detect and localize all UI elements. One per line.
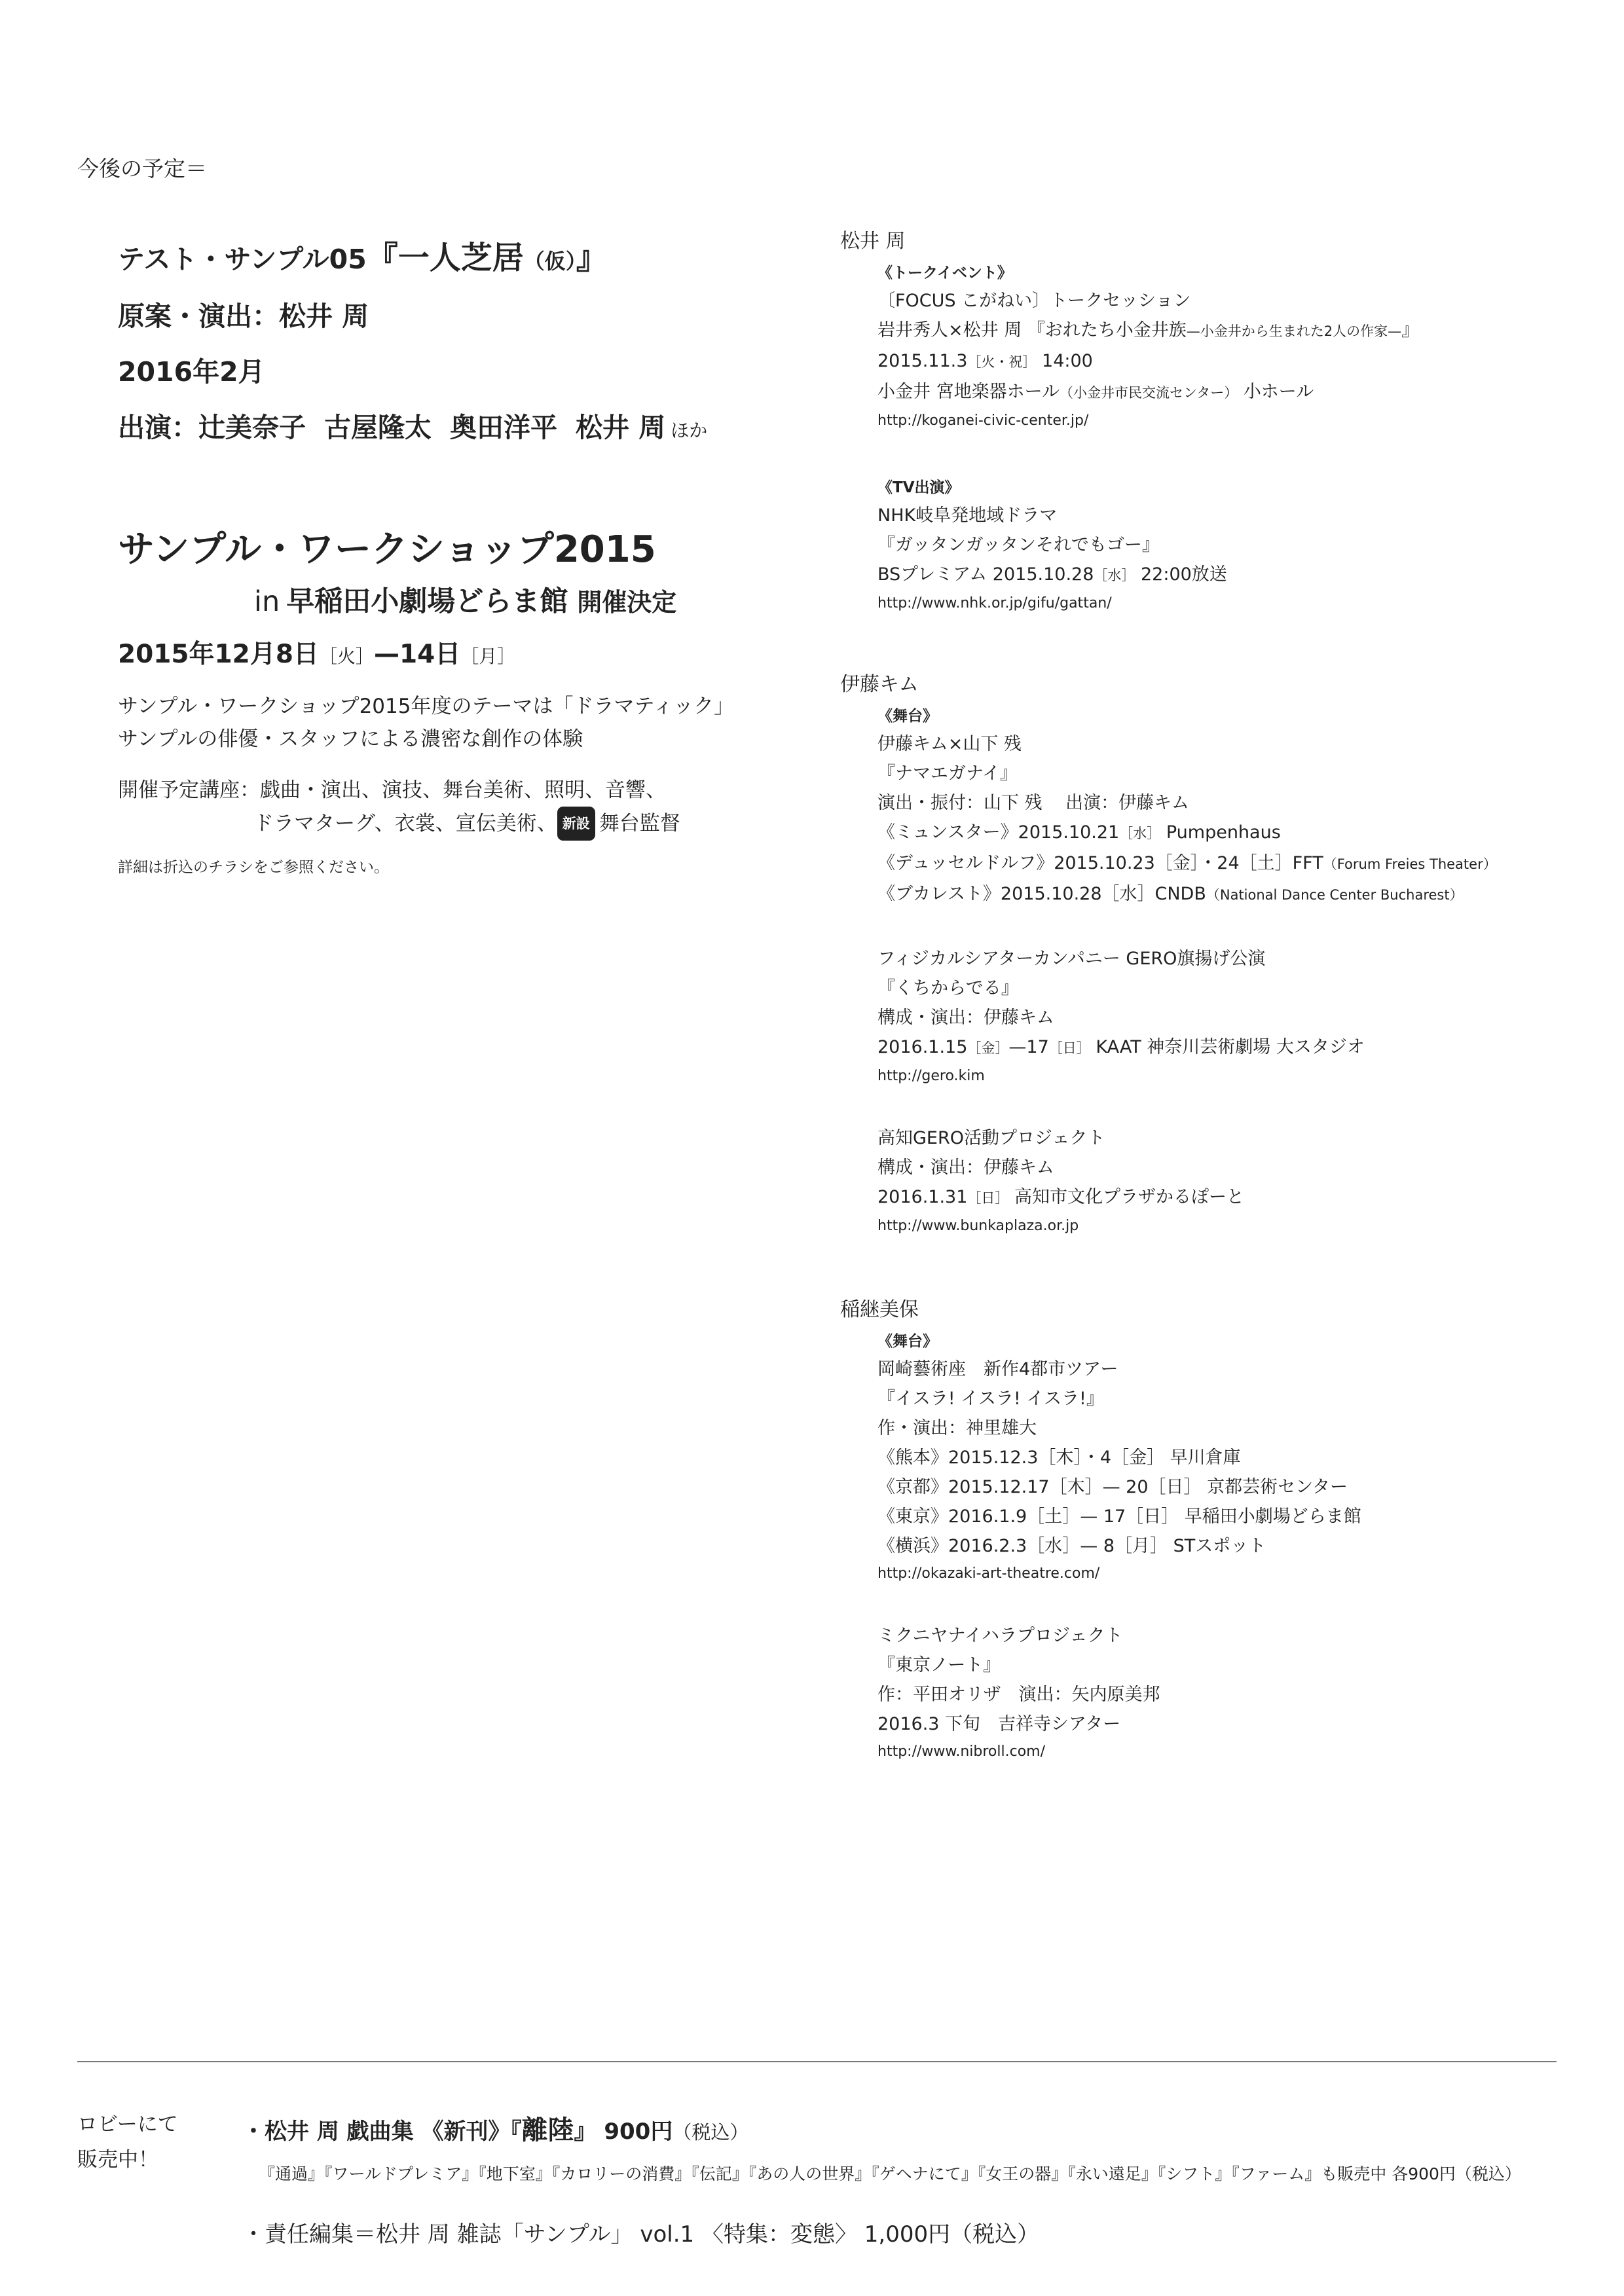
- category-label: 《舞台》: [877, 708, 938, 725]
- entry-line: 伊藤キム×山下 残: [877, 734, 1022, 754]
- section-matsui: [840, 225, 1419, 617]
- event-link[interactable]: http://koganei-civic-center.jp/: [877, 412, 1089, 429]
- entry-line: [877, 316, 1419, 346]
- entry-line: フィジカルシアターカンパニー GERO旗揚げ公演: [877, 949, 1266, 969]
- title-close: 』: [576, 240, 608, 276]
- text-part: 小金井 宮地楽器ホール: [877, 382, 1060, 402]
- category-label: 《舞台》: [877, 1333, 938, 1350]
- entry-line: 『イスラ! イスラ! イスラ!』: [877, 1389, 1104, 1409]
- event-link[interactable]: http://gero.kim: [877, 1068, 985, 1084]
- sale-items: [242, 2109, 1521, 2248]
- date-start: 2015年12月8日: [118, 640, 319, 669]
- text-part: 22:00放送: [1140, 564, 1227, 585]
- entry-line: 《京都》2015.12.17［木］— 20［日］ 京都芸術センター: [877, 1477, 1348, 1497]
- test-sample-credit: 原案・演出：松井 周: [118, 301, 369, 332]
- sale-item-others: 『通過』『ワールドプレミア』『地下室』『カロリーの消費』『伝記』『あの人の世界』『ゲヘナにて』『女王の器』『永い遠足』『シフト』『ファーム』も販売中 各900円（税込）: [259, 2164, 1521, 2183]
- entry-line: 《熊本》2015.12.3［木］・4［金］ 早川倉庫: [877, 1448, 1241, 1468]
- entry-line: [877, 1182, 1497, 1213]
- entry-line: 構成・演出：伊藤キム: [877, 1008, 1054, 1028]
- workshop-desc-1: サンプル・ワークショップ2015年度のテーマは「ドラマティック」: [118, 695, 734, 718]
- section-inatsugu: [840, 1293, 1361, 1765]
- day-end: ［月］: [460, 646, 516, 667]
- lobby-sale-label: [77, 2107, 178, 2178]
- entry-line: 構成・演出：伊藤キム: [877, 1157, 1054, 1178]
- text-part: ［水］: [1119, 826, 1161, 841]
- entry-line: 『ガッタンガッタンそれでもゴー』: [877, 535, 1160, 555]
- entry-line: 『くちからでる』: [877, 978, 1019, 998]
- entry-line: 演出・振付：山下 残 出演：伊藤キム: [877, 793, 1189, 813]
- venue-in: in: [254, 585, 280, 618]
- workshop-title: サンプル・ワークショップ2015: [118, 528, 656, 571]
- title-main: 『一人芝居: [366, 240, 524, 276]
- text-part: 』 900円: [574, 2119, 673, 2145]
- section-name: 稲継美保: [840, 1298, 919, 1321]
- text-part: 2015.11.3: [877, 351, 968, 371]
- entry-line: [877, 818, 1497, 848]
- text-part: ［日］: [1048, 1040, 1090, 1056]
- text-part: （Forum Freies Theater）: [1323, 856, 1497, 872]
- event-link[interactable]: http://www.nhk.or.jp/gifu/gattan/: [877, 595, 1112, 611]
- test-sample-date: 2016年2月: [118, 356, 265, 388]
- text-part: 《デュッセルドルフ》2015.10.23［金］・24［土］FFT: [877, 853, 1323, 873]
- date-sep: —: [373, 640, 399, 669]
- category-label: 《TV出演》: [877, 479, 960, 496]
- schedule-heading: 今後の予定＝: [77, 156, 207, 181]
- entry-line: 〔FOCUS こがねい〕トークセッション: [877, 291, 1191, 311]
- workshop-note: 詳細は折込のチラシをご参照ください。: [118, 859, 389, 876]
- text-part: BSプレミアム 2015.10.28: [877, 564, 1094, 585]
- day-start: ［火］: [318, 646, 374, 667]
- section-name: 松井 周: [840, 230, 906, 253]
- workshop-courses-1: 開催予定講座：戯曲・演出、演技、舞台美術、照明、音響、: [118, 778, 666, 802]
- text-part: （National Dance Center Bucharest）: [1206, 887, 1464, 903]
- text-part: （小金井市民交流センター）: [1060, 385, 1238, 401]
- lobby-line: 販売中！: [77, 2148, 158, 2172]
- lobby-line: ロビーにて: [77, 2113, 178, 2136]
- title-prefix: テスト・サンプル05: [118, 244, 367, 275]
- entry-line: [877, 560, 1419, 591]
- footer-divider: [77, 2061, 1557, 2062]
- text-part: 14:00: [1042, 351, 1093, 371]
- test-sample-title: [118, 232, 707, 278]
- sale-item-playbook: [242, 2109, 1521, 2147]
- test-sample-cast: [118, 406, 707, 445]
- entry-line: [877, 879, 1497, 910]
- entry-line: [877, 1032, 1497, 1063]
- workshop-date: [118, 634, 734, 670]
- event-link[interactable]: http://www.nibroll.com/: [877, 1743, 1046, 1760]
- date-end: 14日: [399, 640, 461, 669]
- courses-2a: ドラマターグ、衣裳、宣伝美術、: [253, 812, 557, 835]
- text-part: 2016.1.31: [877, 1187, 968, 1207]
- new-badge: 新設: [557, 807, 595, 841]
- text-part: （税込）: [673, 2121, 749, 2143]
- entry-line: [877, 848, 1497, 879]
- text-part: 小ホール: [1243, 382, 1314, 402]
- text-part: ［金］: [967, 1040, 1009, 1056]
- entry-line: 作：平田オリザ 演出：矢内原美邦: [877, 1685, 1160, 1705]
- workshop-venue: [254, 579, 734, 619]
- section-ito: [840, 668, 1497, 1239]
- text-part: —17: [1008, 1037, 1049, 1057]
- text-part: 離陸: [521, 2115, 574, 2145]
- entry-line: [877, 377, 1419, 408]
- text-part: 《ミュンスター》2015.10.21: [877, 822, 1120, 843]
- text-part: ・松井 周 戯曲集 《新刊》『: [242, 2119, 522, 2145]
- workshop-courses-2: [253, 807, 734, 841]
- entry-line: ミクニヤナイハラプロジェクト: [877, 1626, 1123, 1646]
- cast-suffix: ほか: [671, 420, 708, 441]
- cast-member: 辻美奈子: [198, 412, 306, 443]
- workshop-desc-2: サンプルの俳優・スタッフによる濃密な創作の体験: [118, 727, 583, 751]
- entry-line: 作・演出：神里雄大: [877, 1418, 1037, 1438]
- entry-line: [877, 346, 1419, 377]
- entry-line: 2016.3 下旬 吉祥寺シアター: [877, 1714, 1121, 1734]
- cast-member: 松井 周: [576, 412, 666, 443]
- text-part: ［水］: [1094, 568, 1135, 583]
- text-part: Pumpenhaus: [1166, 822, 1281, 843]
- text-part: ［日］: [967, 1190, 1009, 1206]
- workshop-block: [118, 520, 734, 877]
- venue-suffix: 開催決定: [577, 588, 677, 617]
- event-link[interactable]: http://www.bunkaplaza.or.jp: [877, 1218, 1079, 1234]
- entry-line: 岡崎藝術座 新作4都市ツアー: [877, 1359, 1118, 1379]
- venue-name: 早稲田小劇場どらま館: [286, 585, 568, 618]
- entry-line: 『東京ノート』: [877, 1655, 1001, 1675]
- text-part: 2016.1.15: [877, 1037, 968, 1057]
- entry-line: 『ナマエガナイ』: [877, 763, 1018, 784]
- text-part: 《ブカレスト》2015.10.28［水］CNDB: [877, 884, 1206, 904]
- section-name: 伊藤キム: [840, 673, 919, 696]
- entry-line: 《東京》2016.1.9［土］— 17［日］ 早稲田小劇場どらま館: [877, 1506, 1361, 1527]
- cast-member: 奥田洋平: [450, 412, 557, 443]
- test-sample-block: [118, 232, 707, 445]
- cast-member: 古屋隆太: [324, 412, 432, 443]
- text-part: KAAT 神奈川芸術劇場 大スタジオ: [1096, 1037, 1365, 1057]
- category-label: 《トークイベント》: [877, 264, 1012, 282]
- entry-line: NHK岐阜発地域ドラマ: [877, 505, 1058, 526]
- text-part: 高知市文化プラザかるぽーと: [1014, 1187, 1245, 1207]
- sale-item-magazine: ・責任編集＝松井 周 雑誌「サンプル」 vol.1 〈特集：変態〉 1,000円（税込）: [242, 2221, 1040, 2248]
- entry-line: 《横浜》2016.2.3［水］— 8［月］ STスポット: [877, 1536, 1266, 1556]
- event-link[interactable]: http://okazaki-art-theatre.com/: [877, 1565, 1100, 1582]
- text-part: ［火・祝］: [967, 354, 1037, 370]
- text-part: —小金井から生まれた2人の作家—: [1186, 323, 1402, 339]
- entry-line: 高知GERO活動プロジェクト: [877, 1128, 1105, 1148]
- text-part: 岩井秀人×松井 周 『おれたち小金井族: [877, 320, 1187, 340]
- text-part: 』: [1401, 320, 1420, 340]
- courses-2b: 舞台監督: [599, 812, 680, 835]
- title-small: （仮）: [523, 249, 576, 274]
- cast-label: 出演：: [118, 412, 198, 443]
